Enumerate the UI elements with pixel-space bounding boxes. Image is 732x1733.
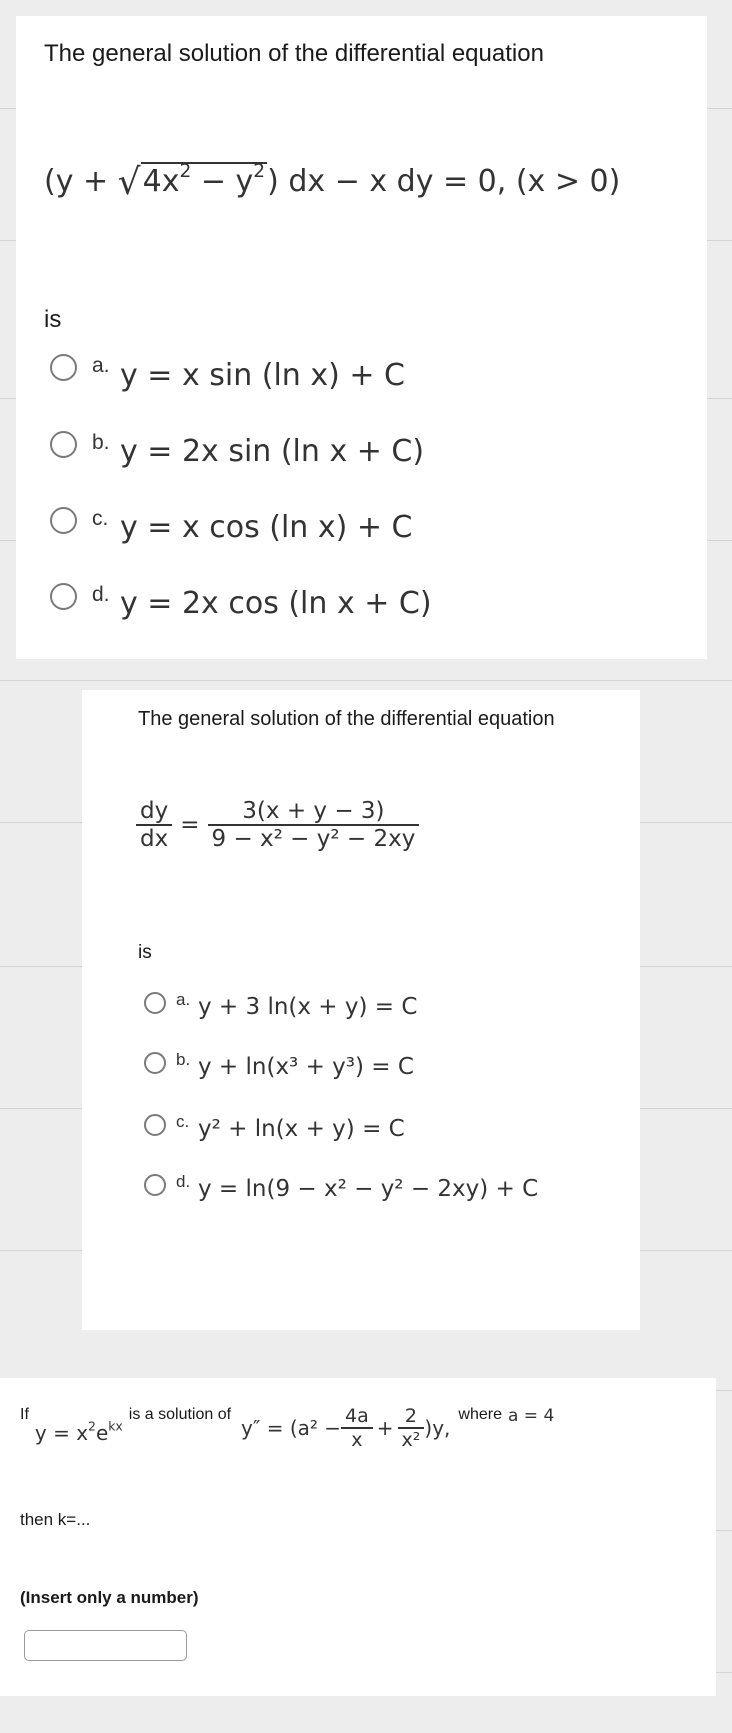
is-label: is — [44, 306, 62, 333]
radio-button[interactable] — [144, 1052, 166, 1074]
equals-sign: = — [180, 812, 200, 838]
question-card-1 — [16, 16, 707, 659]
option-text: y + 3 ln(x + y) = C — [198, 994, 418, 1020]
question-equation: $(y + √4x^2 - y^2)$ dx − x dy = 0, (x > 0) — [44, 161, 621, 203]
option-letter: b. — [92, 431, 110, 454]
radio-button[interactable] — [144, 992, 166, 1014]
where-text: where — [458, 1406, 502, 1423]
fraction-4a-over-x: $\frac{4a}{x}$ — [341, 1405, 373, 1451]
ode-expression: y″ = (a² − $\frac{4a}{x}$ + $\frac{2}{\text{x²}}$ )y, — [241, 1405, 451, 1451]
option-letter: a. — [176, 990, 191, 1009]
answer-input[interactable] — [24, 1630, 187, 1661]
question-stem: The general solution of the differential equation — [44, 40, 544, 67]
question-stem: The general solution of the differential equation — [138, 708, 555, 730]
option-text: y + ln(x³ + y³) = C — [198, 1054, 414, 1080]
separator-line — [0, 680, 732, 681]
question-line — [20, 1396, 554, 1460]
then-text: then k=... — [20, 1510, 91, 1529]
option-letter: c. — [176, 1112, 190, 1131]
fraction-2-over-x2: $\frac{2}{\text{x²}}$ — [398, 1405, 425, 1451]
radio-button[interactable] — [144, 1174, 166, 1196]
option-text: y = 2x sin (ln x + C) — [120, 434, 425, 469]
if-label: If — [20, 1406, 29, 1423]
question-card-2 — [82, 690, 640, 1330]
option-letter: a. — [92, 354, 110, 377]
radio-button[interactable] — [50, 583, 77, 610]
option-text: y = ln(9 − x² − y² − 2xy) + C — [198, 1176, 539, 1202]
question-equation — [136, 798, 419, 852]
radio-button[interactable] — [50, 354, 77, 381]
is-label: is — [138, 942, 152, 963]
option-letter: c. — [92, 507, 109, 530]
rhs-fraction: $\frac{3(x + y - 3)}{\text{9 − x² − y² − 2xy}}$ — [208, 798, 420, 852]
function-expression: $y = x^2e^{kx}$ — [34, 1418, 123, 1445]
option-text: y = 2x cos (ln x + C) — [120, 586, 432, 621]
option-letter: d. — [92, 583, 110, 606]
option-letter: b. — [176, 1050, 191, 1069]
middle-text: is a solution of — [128, 1406, 232, 1423]
option-text: y² + ln(x + y) = C — [198, 1116, 405, 1142]
radio-button[interactable] — [50, 507, 77, 534]
lhs-fraction: $\frac{dy}{dx}$ — [136, 798, 172, 852]
option-text: y = x cos (ln x) + C — [120, 510, 413, 545]
a-value: a = 4 — [507, 1406, 555, 1426]
radio-button[interactable] — [144, 1114, 166, 1136]
radio-button[interactable] — [50, 431, 77, 458]
option-text: y = x sin (ln x) + C — [120, 358, 405, 393]
instruction-text: (Insert only a number) — [20, 1588, 199, 1607]
option-letter: d. — [176, 1172, 191, 1191]
